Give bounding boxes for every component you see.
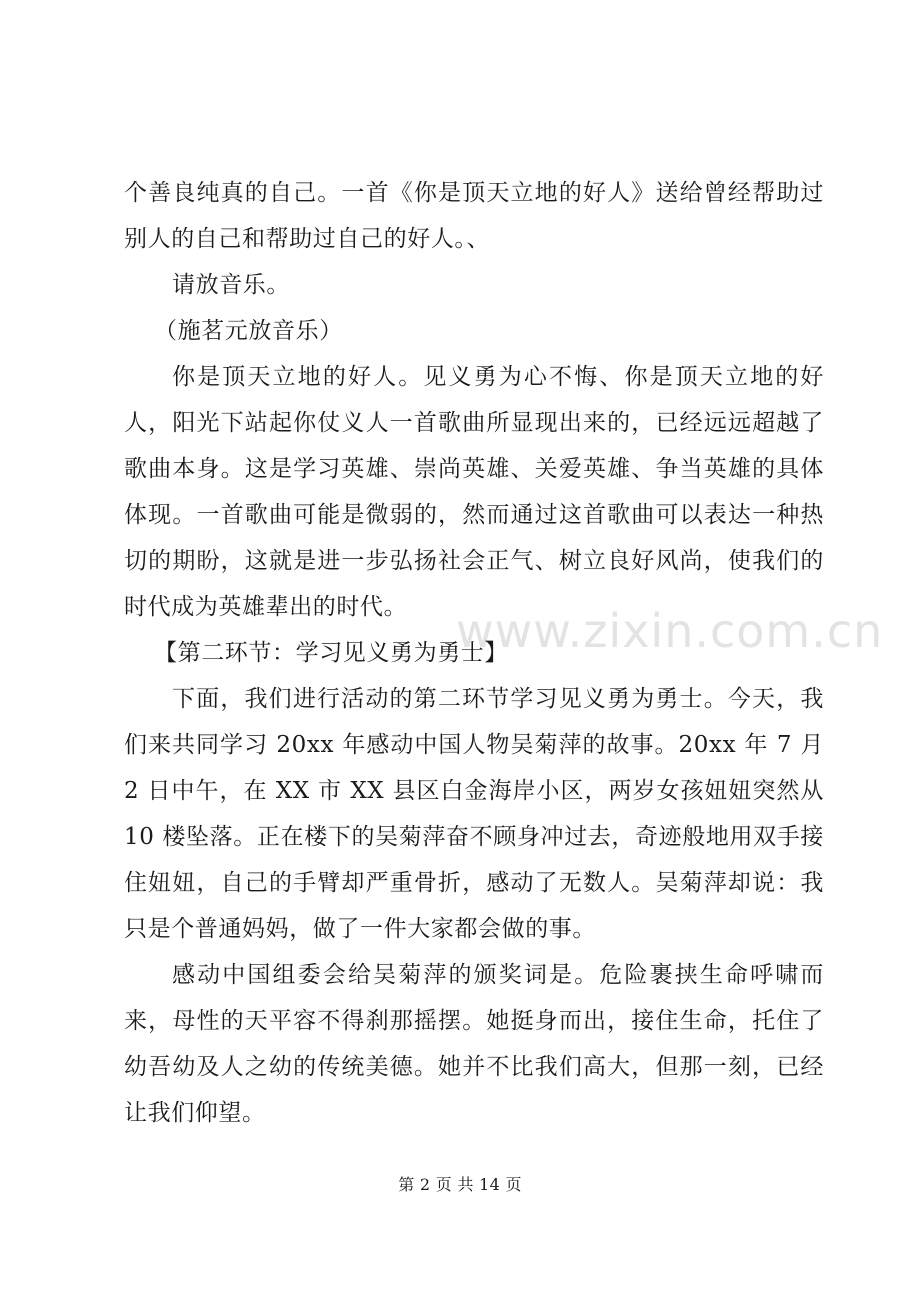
document-body bbox=[124, 170, 824, 1136]
paragraph-3: （施茗元放音乐） bbox=[154, 318, 343, 344]
paragraph-2: 请放音乐。 bbox=[172, 272, 290, 298]
section-heading: 【第二环节：学习见义勇为勇士】 bbox=[154, 640, 508, 666]
paragraph-6: 感动中国组委会给吴菊萍的颁奖词是。危险裹挟生命呼啸而来，母性的天平容不得刹那摇摆。她挺身而出，接住生命，托住了幼吾幼及人之幼的传统美德。她并不比我们高大，但那一刻，已经让我们仰望。 bbox=[124, 962, 824, 1126]
watermark-logo: www.zixin.com.cn bbox=[456, 604, 884, 658]
paragraph-4: 你是顶天立地的好人。见义勇为心不悔、你是顶天立地的好人，阳光下站起你仗义人一首歌曲所显现出来的，已经远远超越了歌曲本身。这是学习英雄、崇尚英雄、关爱英雄、争当英雄的具体体现。一首歌曲可能是微弱的，然而通过这首歌曲可以表达一种热切的期盼，这就是进一步弘扬社会正气、树立良好风尚，使我们的时代成为英雄辈出的时代。 bbox=[124, 364, 824, 620]
page-footer: 第 2 页 共 14 页 bbox=[398, 1175, 522, 1194]
paragraph-1: 个善良纯真的自己。一首《你是顶天立地的好人》送给曾经帮助过别人的自己和帮助过自己的好人。、 bbox=[124, 180, 824, 252]
paragraph-5: 下面，我们进行活动的第二环节学习见义勇为勇士。今天，我们来共同学习 20xx 年感动中国人物吴菊萍的故事。20xx 年 7 月 2 日中午，在 XX 市 XX 县区白金海岸小区，两岁女孩妞妞突然从 10 楼坠落。正在楼下的吴菊萍奋不顾身冲过去，奇迹般地用双手接住妞妞，自己的手臂却严重骨折，感动了无数人。吴菊萍却说：我只是个普通妈妈，做了一件大家都会做的事。 bbox=[124, 686, 824, 942]
